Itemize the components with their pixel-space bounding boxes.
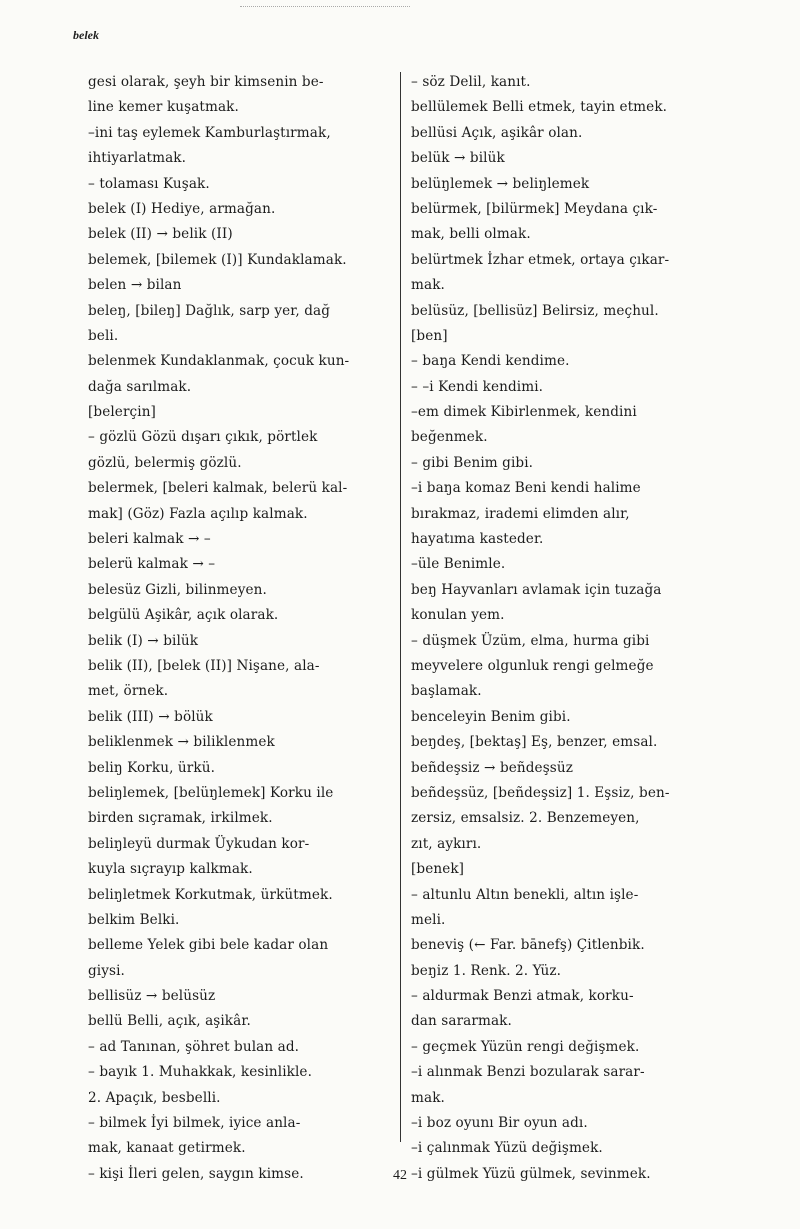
dictionary-line: belürtmek İzhar etmek, ortaya çıkar- [411,251,670,268]
dictionary-line: beli. [88,327,119,344]
dictionary-line: belesüz Gizli, bilinmeyen. [88,581,267,598]
dictionary-line: beğenmek. [411,429,488,446]
dictionary-line: belerü kalmak → – [88,556,216,573]
dictionary-line: belik (I) → bilük [88,632,199,649]
dictionary-line: belek (II) → belik (II) [88,226,233,243]
dictionary-line: line kemer kuşatmak. [88,99,239,116]
dictionary-line: –i boz oyunı Bir oyun adı. [411,1115,588,1132]
dictionary-line: giysi. [88,962,125,979]
dictionary-line: belemek, [bilemek (I)] Kundaklamak. [88,251,347,268]
dictionary-line: belenmek Kundaklanmak, çocuk kun- [88,353,350,370]
dictionary-line: [ben] [411,327,448,344]
dictionary-line: beŋ Hayvanları avlamak için tuzağa [411,581,662,598]
dictionary-line: – altunlu Altın benekli, altın işle- [411,886,639,903]
right-column [411,70,763,1187]
dictionary-line: 2. Apaçık, besbelli. [88,1089,221,1106]
dictionary-line: beliŋlemek, [belüŋlemek] Korku ile [88,784,334,801]
dictionary-line: birden sıçramak, irkilmek. [88,810,273,827]
running-head: belek [73,28,99,42]
dictionary-line: – düşmek Üzüm, elma, hurma gibi [411,632,650,649]
dictionary-line: – ad Tanınan, şöhret bulan ad. [88,1038,300,1055]
dictionary-line: – gibi Benim gibi. [411,454,534,471]
dictionary-line: belleme Yelek gibi bele kadar olan [88,937,329,954]
dictionary-line: hayatıma kasteder. [411,531,544,548]
dictionary-line: belgülü Aşikâr, açık olarak. [88,607,279,624]
dictionary-line: –i baŋa komaz Beni kendi halime [411,480,641,497]
dictionary-line: gözlü, belermiş gözlü. [88,454,242,471]
dictionary-line: – söz Delil, kanıt. [411,74,531,90]
dictionary-line: dan sararmak. [411,1013,512,1030]
dictionary-line: beliŋletmek Korkutmak, ürkütmek. [88,886,333,903]
dictionary-line: bellisüz → belüsüz [88,988,216,1005]
dictionary-line: zersiz, emsalsiz. 2. Benzemeyen, [411,810,640,827]
left-column [88,70,388,1187]
dictionary-line: bellü Belli, açık, aşikâr. [88,1013,251,1030]
column-divider [400,72,401,1142]
dictionary-line: belürmek, [bilürmek] Meydana çık- [411,200,658,217]
dictionary-line: beñdeşsüz, [beñdeşsiz] 1. Eşsiz, ben- [411,784,670,801]
dictionary-line: –em dimek Kibirlenmek, kendini [411,404,637,421]
dictionary-line: beneviş (← Far. bānefş) Çitlenbik. [411,937,645,954]
dictionary-line: bellüsi Açık, aşikâr olan. [411,124,583,141]
dictionary-line: mak, kanaat getirmek. [88,1140,246,1157]
dictionary-line: belük → bilük [411,150,505,167]
dictionary-line: beliŋleyü durmak Üykudan kor- [88,835,310,852]
dictionary-line: beleri kalmak → – [88,531,211,548]
dictionary-line: belüsüz, [bellisüz] Belirsiz, meçhul. [411,302,659,319]
dictionary-line: – aldurmak Benzi atmak, korku- [411,988,634,1005]
dictionary-line: belen → bilan [88,277,182,294]
dictionary-line: – bayık 1. Muhakkak, kesinlikle. [88,1064,312,1081]
dictionary-line: –ini taş eylemek Kamburlaştırmak, [88,124,331,141]
dictionary-line: ihtiyarlatmak. [88,150,187,167]
dictionary-line: [benek] [411,861,465,878]
dictionary-line: meli. [411,911,446,928]
dictionary-line: –i gülmek Yüzü gülmek, sevinmek. [411,1165,651,1182]
dictionary-line: – gözlü Gözü dışarı çıkık, pörtlek [88,429,318,446]
dictionary-line: beliklenmek → biliklenmek [88,734,275,751]
dictionary-line: dağa sarılmak. [88,378,192,395]
dictionary-line: belkim Belki. [88,911,180,928]
dictionary-line: –i alınmak Benzi bozularak sarar- [411,1064,645,1081]
dictionary-line: – tolaması Kuşak. [88,175,210,192]
dictionary-line: – baŋa Kendi kendime. [411,353,570,370]
dictionary-line: mak] (Göz) Fazla açılıp kalmak. [88,505,308,522]
dictionary-line: belik (III) → bölük [88,708,213,725]
dictionary-line: belek (I) Hediye, armağan. [88,200,276,217]
dictionary-line: met, örnek. [88,683,169,700]
dictionary-line: beŋdeş, [bektaş] Eş, benzer, emsal. [411,734,658,751]
dictionary-line: kuyla sıçrayıp kalkmak. [88,861,253,878]
dictionary-line: – kişi İleri gelen, saygın kimse. [88,1165,304,1182]
dictionary-line: [belerçin] [88,404,156,421]
dictionary-line: konulan yem. [411,607,505,624]
dictionary-line: mak. [411,277,445,294]
dictionary-line: meyvelere olgunluk rengi gelmeğe [411,657,654,674]
dictionary-line: –üle Benimle. [411,556,506,573]
dictionary-line: – bilmek İyi bilmek, iyice anla- [88,1115,301,1132]
dictionary-line: bırakmaz, irademi elimden alır, [411,505,630,522]
dictionary-line: belermek, [beleri kalmak, belerü kal- [88,480,348,497]
dictionary-line: beliŋ Korku, ürkü. [88,759,215,776]
dictionary-line: beŋiz 1. Renk. 2. Yüz. [411,962,562,979]
dictionary-line: mak. [411,1089,445,1106]
dictionary-line: başlamak. [411,683,482,700]
dictionary-line: belüŋlemek → beliŋlemek [411,175,590,192]
scan-artifact [240,6,410,9]
dictionary-line: –i çalınmak Yüzü değişmek. [411,1140,603,1157]
dictionary-line: – –i Kendi kendimi. [411,378,544,395]
dictionary-line: belik (II), [belek (II)] Nişane, ala- [88,657,320,674]
dictionary-line: gesi olarak, şeyh bir kimsenin be- [88,74,324,90]
dictionary-line: beñdeşsiz → beñdeşsüz [411,759,573,776]
dictionary-line: benceleyin Benim gibi. [411,708,571,725]
dictionary-line: bellülemek Belli etmek, tayin etmek. [411,99,668,116]
dictionary-line: mak, belli olmak. [411,226,531,243]
page-number: 42 [393,1168,407,1183]
dictionary-line: beleŋ, [bileŋ] Dağlık, sarp yer, dağ [88,302,331,319]
dictionary-line: – geçmek Yüzün rengi değişmek. [411,1038,640,1055]
dictionary-line: zıt, aykırı. [411,835,482,852]
